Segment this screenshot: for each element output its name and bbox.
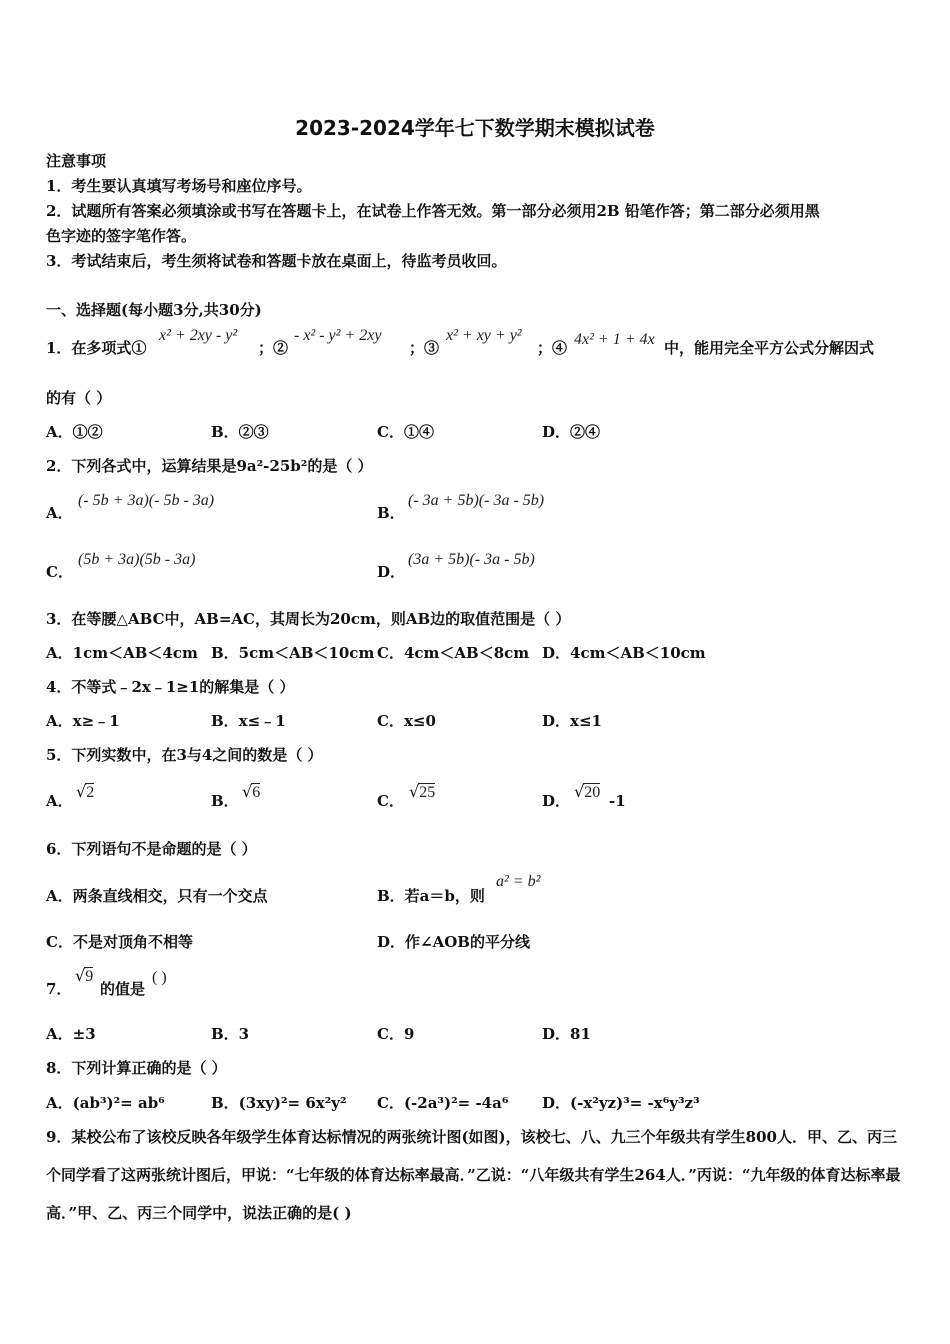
q4-option-a: A．x≥﹣1 <box>46 712 120 730</box>
q1-option-c: C．①④ <box>377 423 434 441</box>
question-5-stem: 5．下列实数中，在3与4之间的数是（ ） <box>46 746 323 764</box>
q3-option-a: A．1cm＜AB＜4cm <box>46 644 198 662</box>
q5-label-b: B． <box>211 792 239 810</box>
q7-option-a: A．±3 <box>46 1025 96 1043</box>
q5-d-suffix: -1 <box>609 792 626 810</box>
q1-sep: ；④ <box>537 339 568 357</box>
notice-item: 色字迹的签字笔作答。 <box>46 227 197 245</box>
q8-option-d: D．(-x²yz)³= -x⁶y³z³ <box>542 1094 700 1112</box>
q6-option-c: C．不是对顶角不相等 <box>46 933 193 951</box>
q4-option-b: B．x≤﹣1 <box>211 712 286 730</box>
q1-expression-2: - x² - y² + 2xy <box>294 327 382 344</box>
q2-label-d: D． <box>377 563 406 581</box>
q8-option-c: C．(-2a³)²= -4a⁶ <box>377 1094 509 1112</box>
q1-suffix: 中，能用完全平方公式分解因式 <box>664 339 875 357</box>
q7-option-c: C．9 <box>377 1025 415 1043</box>
page-title: 2023-2024学年七下数学期末模拟试卷 <box>295 116 655 140</box>
question-1-prefix: 1．在多项式① <box>46 339 147 357</box>
q6-option-b: B．若a＝b，则 <box>377 887 485 905</box>
q1-option-b: B．②③ <box>211 423 269 441</box>
question-6-stem: 6．下列语句不是命题的是（ ） <box>46 840 257 858</box>
q2-label-a: A． <box>46 504 73 522</box>
q6-option-b-expr: a² = b² <box>496 873 541 890</box>
q1-sep: ；② <box>258 339 289 357</box>
q2-label-c: C． <box>46 563 73 581</box>
notice-heading: 注意事项 <box>46 152 107 170</box>
q8-option-b: B．(3xy)²= 6x²y² <box>211 1094 347 1112</box>
q1-option-a: A．①② <box>46 423 103 441</box>
question-9-text: 9．某校公布了该校反映各年级学生体育达标情况的两张统计图(如图)，该校七、八、九三个年级共有学生800人．甲、乙、丙三个同学看了这两张统计图后，甲说：“七年级的体育达标率最高．”乙说：“八年级共有学生264人．”丙说：“九年级的体育达标率最高．”甲、乙、丙三个同学中，说法正确的是( ) <box>46 1128 901 1222</box>
notice-item: 3．考试结束后，考生须将试卷和答题卡放在桌面上，待监考员收回。 <box>46 252 507 270</box>
q3-option-b: B．5cm＜AB＜10cm <box>211 644 375 662</box>
q7-text: 的值是 <box>100 980 146 998</box>
q5-radical-d: √20 <box>574 782 601 801</box>
question-7-number: 7． <box>46 980 72 998</box>
q2-expr-c: (5b + 3a)(5b - 3a) <box>78 551 196 568</box>
q7-option-b: B．3 <box>211 1025 250 1043</box>
q2-expr-d: (3a + 5b)(- 3a - 5b) <box>408 551 535 568</box>
q1-option-d: D．②④ <box>542 423 601 441</box>
q3-option-c: C．4cm＜AB＜8cm <box>377 644 530 662</box>
q5-label-a: A． <box>46 792 73 810</box>
q7-radical: √9 <box>75 966 94 985</box>
q1-line2: 的有（ ） <box>46 389 112 407</box>
q5-radical-c: √25 <box>409 782 436 801</box>
q5-radical-b: √6 <box>242 782 261 801</box>
q7-option-d: D．81 <box>542 1025 591 1043</box>
question-8-stem: 8．下列计算正确的是（ ） <box>46 1059 227 1077</box>
q6-option-a: A．两条直线相交，只有一个交点 <box>46 887 268 905</box>
q2-expr-b: (- 3a + 5b)(- 3a - 5b) <box>408 492 545 509</box>
notice-item: 1．考生要认真填写考场号和座位序号。 <box>46 177 312 195</box>
q3-option-d: D．4cm＜AB＜10cm <box>542 644 706 662</box>
question-3-stem: 3．在等腰△ABC中，AB=AC，其周长为20cm，则AB边的取值范围是（ ） <box>46 610 571 628</box>
question-4-stem: 4．不等式﹣2x﹣1≥1的解集是（ ） <box>46 678 295 696</box>
q8-option-a: A．(ab³)²= ab⁶ <box>46 1094 165 1112</box>
q5-label-c: C． <box>377 792 404 810</box>
q7-paren: ( ) <box>152 969 167 986</box>
q2-label-b: B． <box>377 504 405 522</box>
q5-radical-a: √2 <box>76 782 95 801</box>
section-heading: 一、选择题(每小题3分,共30分) <box>46 301 262 319</box>
notice-item: 2．试题所有答案必须填涂或书写在答题卡上，在试卷上作答无效。第一部分必须用2B 铅笔作答；第二部分必须用黑 <box>46 202 820 220</box>
q4-option-c: C．x≤0 <box>377 712 436 730</box>
q1-expression-3: x² + xy + y² <box>446 327 522 344</box>
q2-expr-a: (- 5b + 3a)(- 5b - 3a) <box>78 492 215 509</box>
q4-option-d: D．x≤1 <box>542 712 602 730</box>
q1-expression-1: x² + 2xy - y² <box>159 327 238 344</box>
q1-expression-4: 4x² + 1 + 4x <box>574 331 655 348</box>
q5-label-d: D． <box>542 792 571 810</box>
q1-sep: ；③ <box>409 339 440 357</box>
question-2-stem: 2．下列各式中，运算结果是9a²-25b²的是（ ） <box>46 457 373 475</box>
q6-option-d: D．作∠AOB的平分线 <box>377 933 530 951</box>
